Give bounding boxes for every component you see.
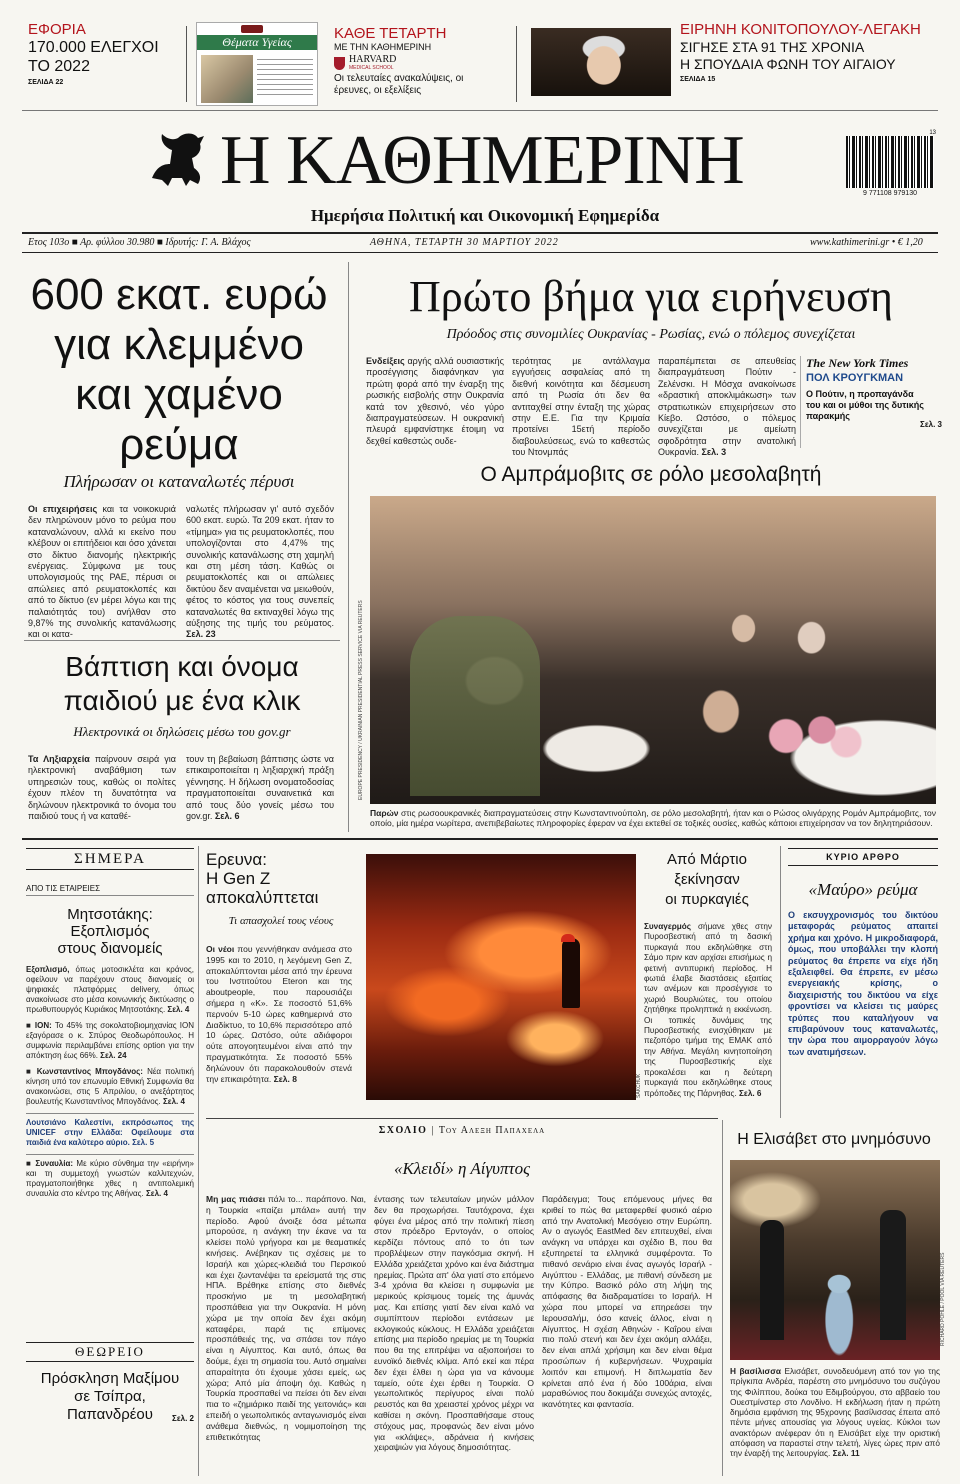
nyt-teaser[interactable]: [806, 356, 942, 429]
genz-headline[interactable]: [206, 850, 356, 907]
today-header: ΣΗΜΕΡΑ: [26, 848, 194, 870]
queen-page: Σελ. 11: [832, 1448, 860, 1459]
infobar-right: www.kathimerini.gr • € 1,20: [810, 237, 923, 248]
fires-lead: Συναγερμός: [644, 922, 692, 931]
procession-figure-right: [880, 1210, 906, 1340]
firefighter-figure: [562, 938, 580, 1008]
baptism-text-2: τουν τη βεβαίωση βάπτισης ώστε να επικαιροποιείται η ληξιαρχική πράξη γέννησης. Η δήλωση ονοματοδοσίας πραγματοποιείται συναινετικά και από τους δύο γονείς μέσω του gov.gr.: [186, 754, 334, 822]
section-rule: [206, 1118, 718, 1119]
energy-text-2: ναλωτές πλήρωσαν γι' αυτό σχεδόν 600 εκατ. ευρώ. Τα 209 εκατ. ήταν το «τίμημα» για τις ρευματοκλοπές, που υπολογίζονται στο 4,47% της συνολικής κατανάλωσης στη χαμηλή και στη μέση τάση. Καθώς οι ρευματοκλοπές και οι απώλειες δικτύου δεν αναμένεται να μειωθούν, φέτος το κόστος για τους συνεπείς καταναλωτές θα εκτιναχθεί λόγω της αύξησης της τιμής του ρεύματος.: [186, 504, 334, 629]
queen-lead: Η βασίλισσα: [730, 1366, 781, 1376]
wildfire-photo-credit: SAKCHUK: [636, 1073, 642, 1098]
baptism-subheadline: Ηλεκτρονικά οι δηλώσεις μέσω του gov.gr: [73, 724, 291, 739]
today-item-5: [26, 1154, 194, 1199]
teaser-harvard-text: Οι τελευταίες ανακαλύψεις, οι έρευνες, οι εξελίξεις: [334, 73, 464, 96]
today-item-3-lead: ■ Κωνσταντίνος Μπογδάνος:: [26, 1067, 143, 1076]
masthead-rule-bottom: [22, 252, 938, 253]
peace-subheadline: Πρόοδος στις συνομιλίες Ουκρανίας - Ρωσίας, ενώ ο πόλεμος συνεχίζεται: [446, 327, 856, 342]
peace-col-1: [366, 356, 504, 447]
negotiations-photo-credit: EUROPE PRESIDENCY / UKRAINIAN PRESIDENTIAL PRESS SERVICE VIA REUTERS: [358, 600, 364, 800]
genz-headline-2: Η Gen Z: [206, 869, 271, 888]
today-item-4-text: Λουτσιάνο Καλεστίνι, εκπρόσωπος της UNICEF στην Ελλάδα: Οφείλουμε στα παιδιά ένα καλύτερο αύριο.: [26, 1118, 194, 1147]
divider: [24, 640, 340, 641]
barcode: [844, 130, 936, 200]
theoreio-header: ΘΕΩΡΕΙΟ: [26, 1342, 194, 1362]
abramovich-headline[interactable]: Ο Αμπράμοβιτς σε ρόλο μεσολαβητή: [480, 463, 822, 486]
teaser-tax-title: ΕΦΟΡΙΑ: [28, 21, 86, 38]
today-section: ΑΠΟ ΤΙΣ ΕΤΑΙΡΕΙΕΣ: [26, 884, 194, 896]
teaser-obituary[interactable]: [680, 22, 940, 106]
today-item-5-lead: ■ Συναυλία:: [26, 1159, 74, 1168]
genz-subheadline: Τι απασχολεί τους νέους: [228, 915, 334, 927]
today-item-3: [26, 1067, 194, 1107]
divider: [198, 846, 199, 1476]
teaser-tax[interactable]: [28, 22, 178, 102]
today-item-5-text: Με κύριο σύνθημα την «ειρήνη» και τη συμμετοχή γνωστών καλλιτεχνών, πραγματοποιήθηκε χθες η αντιπολεμική συναυλία στο κέντρο της Αθήνας.: [26, 1159, 194, 1198]
queen-photo: [730, 1160, 940, 1360]
nyt-author: ΠΟΛ ΚΡΟΥΓΚΜΑΝ: [806, 372, 904, 384]
baptism-col-1: [28, 754, 176, 822]
comment-label-row: [206, 1124, 718, 1138]
magazine-logo-icon: [241, 25, 263, 33]
today-item-3-page: Σελ. 4: [162, 1097, 185, 1106]
baptism-headline-line-1: Βάπτιση και όνομα: [65, 651, 299, 682]
magazine-cover-text-lines: [257, 55, 313, 99]
fires-headline-2: ξεκίνησαν: [674, 871, 740, 888]
fires-body: [644, 922, 772, 1099]
wildfire-photo: [366, 854, 636, 1100]
energy-headline-line-3: και χαμένο: [75, 370, 283, 419]
infobar-left: Ετος 103ο ■ Αρ. φύλλου 30.980 ■ Ιδρυτής: Γ. Α. Βλάχος: [28, 237, 251, 248]
infobar-date: ΑΘΗΝΑ, ΤΕΤΑΡΤΗ 30 ΜΑΡΤΙΟΥ 2022: [370, 237, 559, 248]
procession-figure-left: [760, 1220, 784, 1340]
today-item-3-text: Νέα πολιτική κίνηση υπό τον επωνυμίο Εθνική Συμφωνία θα ανακοινώσει, στις 5 Απριλίου, ο ανεξάρτητος βουλευτής Κωνσταντίνος Μπογδάνος.: [26, 1067, 194, 1106]
genz-headline-3: αποκαλύπτεται: [206, 888, 319, 907]
divider: [780, 846, 781, 1118]
comment-col-2: [374, 1194, 534, 1453]
negotiations-caption-text: στις ρωσοουκρανικές διαπραγματεύσεις στην Κωνσταντινούπολη, σε ρόλο μεσολαβητή, ήταν και ο Ρώσος ολιγάρχης Ρομάν Αμπράμοβιτς, τον οποίο, μία ημέρα νωρίτερα, ανεπιβεβαίωτες πληροφορίες έφεραν να έχει εκτεθεί σε τοξικές ουσίες, καθώς κάποιοι επιχείρησαν να τον δηλητηριάσουν.: [370, 808, 936, 828]
peace-text-1: αργής αλλά ουσιαστικής προσέγγισης διαφάνηκαν για πρώτη φορά από την έναρξη της ρωσικής εισβολής στην Ουκρανία κατά τον χθεσινό, νέο γύρο διαπραγματεύσεων. Η ουκρανική πλευρά εμφανίστηκε έτοιμη να δεχθεί καθεστώς ουδε-: [366, 356, 504, 446]
today-item-1-lead: Εξοπλισμό,: [26, 965, 70, 974]
section-rule: [22, 838, 938, 840]
energy-page: Σελ. 23: [186, 629, 216, 640]
teaser-health-magazine[interactable]: [196, 22, 318, 106]
teaser-obituary-headline-2: Η ΣΠΟΥΔΑΙΑ ΦΩΝΗ ΤΟΥ ΑΙΓΑΙΟΥ: [680, 56, 896, 72]
energy-headline-line-1: 600 εκατ. ευρώ: [30, 270, 328, 319]
fires-headline-3: οι πυρκαγιές: [665, 891, 749, 908]
baptism-headline[interactable]: [24, 650, 340, 718]
teaser-tax-page: ΣΕΛΙΔΑ 22: [28, 79, 64, 86]
queen-body: [730, 1366, 940, 1459]
baptism-page: Σελ. 6: [214, 811, 240, 822]
comment-text-3: Παράδειγμα; Τους επόμενους μήνες θα κριθεί το πώς θα μεταφερθεί φυσικό αέριο από την Ανατολική Μεσόγειο στην Ευρώπη. Αν ο αγωγός EastMed δεν επιτευχθεί, είναι ανάγκη να υπάρχει και σχέδιο Β, που θα εξυπηρετεί τα ελληνικά συμφέροντα. Το πιθανό σενάριο είναι ένας αγωγός Ισραήλ - Αιγύπτου - Ελλάδας, με πιθανή σύνδεση με την Κύπρο. Βασικό ρόλο στη λήψη της απόφασης θα διαδραματίσει το Ισραήλ. Η χώρα που μπορεί να επηρεάσει την Ιερουσαλήμ, όσο κανείς άλλος, είναι η Αίγυπτος. Η σχέση Αθηνών - Καΐρου είναι πιο πολύ στενή και δεν έχει ακόμη αλλάξει, δεν είναι απλά χρήσιμη και δεν είναι θέμα προσώπων ή κυβερνήσεων. Ψυχραιμία λοιπόν και επιμονή. Η διπλωματία δεν κρίνεται από ένα ή δύο 100άρια, είναι μαραθώνιος που δοκιμάζει συνεχώς αντοχές, ικανότητες και φαντασία.: [542, 1194, 712, 1410]
fires-headline-1: Από Μάρτιο: [667, 851, 747, 868]
genz-lead: Οι νέοι: [206, 944, 235, 954]
energy-subheadline: Πλήρωσαν οι καταναλωτές πέρυσι: [63, 472, 295, 491]
fires-text: σήμανε χθες στην Πυροσβεστική από τη δασική πυρκαγιά που εκδηλώθηκε στη Σάμο πριν καν αρχίσει επισήμως η φετινή αντιπυρική περίοδος. Η φωτιά έλαβε διαστάσεις εξαιτίας των ανέμων και προσέγγισε το χωριό Βουρλιώτες, του οποίου ζητήθηκε προληπτικά η εκκένωση. Οι τοπικές δυνάμεις της Πυροσβεστικής ενισχύθηκαν με πεζοπόρο τμήμα της ΕΜΑΚ από την Αθήνα. Μεγάλη κινητοποίηση της Πυροσβεστικής είχε προκαλέσει και η δεύτερη πυρκαγιά που εκδηλώθηκε στους πρόποδες της Πάρνηθας.: [644, 922, 772, 1098]
energy-text-1: και τα νοικοκυριά δεν πληρώνουν μόνο το ρεύμα που καταναλώνουν, αλλά κι εκείνο που κλέβουν οι επιτήδειοι και όσο χάνεται στο δίκτυο διανομής ηλεκτρικής ενέργειας. Σύμφωνα με τους υπολογισμούς της ΡΑΕ, πέρυσι οι απώλειες από ρευματοκλοπές και από το δίκτυο (εν μέρει λόγω και της παλαιότητάς του) ανήλθαν στο 9,87% της συνολικής κατανάλωσης και οι κατα-: [28, 504, 176, 640]
today-headline-2: Εξοπλισμός: [70, 923, 150, 940]
negotiations-photo: [370, 496, 936, 804]
fires-page: Σελ. 6: [739, 1088, 762, 1098]
peace-lead: Ενδείξεις: [366, 356, 405, 366]
today-item-1-page: Σελ. 4: [167, 1005, 190, 1014]
genz-text: που γεννήθηκαν ανάμεσα στο 1995 και το 2010, η λεγόμενη Gen Z, αποκαλύπτονται μέσα από την έρευνα του Ινστιτούτου Eteron και της aboutpeople, που παρουσιάζει σήμερα η «Κ». Σε ποσοστό 51,6% περνούν 5-10 ώρες καθημερινά στο Διαδίκτυο, το 10,6% περισσότερο από 10 ώρες. Ωστόσο, ούτε αδιάφοροι ούτε απογοητευμένοι είναι από την πραγματικότητα. Σε ποσοστό 55% δηλώνουν ότι παρακολουθούν στενά την επικαιρότητα.: [206, 944, 352, 1084]
teaser-obituary-title: ΕΙΡΗΝΗ ΚΟΝΙΤΟΠΟΥΛΟΥ-ΛΕΓΑΚΗ: [680, 21, 921, 38]
masthead-rule-top: [22, 232, 938, 234]
peace-text-2: τερότητας με αντάλλαγμα εγγυήσεις ασφαλείας από τη διεθνή κοινότητα και δέσμευση από τη Ρωσία ότι δεν θα αντιταχθεί στην ένταξη της χώρας στην Ε.Ε. Για την Κριμαία προτείνει 15ετή περίοδο διαβουλεύσεως, ενώ το καθεστώς του Ντονμπάς: [512, 356, 650, 458]
firefighter-helmet: [561, 934, 575, 942]
magazine-cover-photo: [201, 55, 253, 103]
today-headline[interactable]: [26, 906, 194, 957]
energy-headline[interactable]: [24, 270, 334, 470]
theoreio-headline-2: σε Τσίπρα,: [74, 1388, 146, 1405]
teaser-tax-headline-2: ΤΟ 2022: [28, 58, 90, 75]
today-item-4: [26, 1113, 194, 1148]
divider: [722, 1120, 723, 1476]
comment-col-1: [206, 1194, 366, 1442]
energy-col-1: [28, 504, 176, 641]
peace-col-2: [512, 356, 650, 459]
genz-headline-1: Ερευνα:: [206, 850, 267, 869]
teaser-tax-headline: 170.000 ΕΛΕΓΧΟΙ: [28, 39, 159, 56]
peace-headline[interactable]: Πρώτο βήμα για ειρήνευση: [409, 272, 893, 321]
editorial-text: Ο εκσυγχρονισμός του δικτύου μεταφοράς ρεύματος απαιτεί χρήμα και χρόνο. Η μικροδιαφορά, όμως, που υποβάλλει την κλοπή ρεύματος θα έπρεπε να είχε ήδη εξαλειφθεί. Θα έπρεπε, εν μέσω ενεργειακής κρίσης, ο διαχειριστής του δικτύου να είχε φροντίσει να κλείσει τις μαύρες τρύπες που καταλήγουν να επιβαρύνουν τους καταναλωτές, την ώρα που αιμορραγούν λόγω των ανατιμήσεων.: [788, 910, 938, 1057]
theoreio-headline-1: Πρόσκληση Μαξίμου: [40, 1370, 180, 1387]
barcode-top-number: 13: [929, 130, 936, 136]
editorial-headline: «Μαύρο» ρεύμα: [808, 880, 918, 899]
teaser-obituary-headline: ΣΙΓΗΣΕ ΣΤΑ 91 ΤΗΣ ΧΡΟΝΙΑ: [680, 39, 865, 55]
teaser-obituary-page: ΣΕΛΙΔΑ 15: [680, 76, 716, 83]
editorial-box[interactable]: [788, 848, 938, 1058]
today-item-2: [26, 1021, 194, 1061]
baptism-headline-line-2: παιδιού με ένα κλικ: [63, 685, 301, 716]
divider: [348, 262, 349, 832]
masthead-subtitle: Ημερήσια Πολιτική και Οικονομική Εφημερίδα: [310, 206, 660, 225]
today-headline-3: στους διανομείς: [57, 940, 163, 957]
today-item-1-text: όπως μοτοσικλέτα και κράνος, οφείλουν να παρέχουν στους διανομείς οι ψηφιακές πλατφόρμες delivery, όπως ανακοίνωσε στο μέσα κοινωνικής δικτύωσης ο πρωθυπουργός Κυριάκος Μητσοτάκης.: [26, 965, 194, 1014]
today-headline-1: Μητσοτάκης:: [67, 906, 153, 923]
negotiations-caption-lead: Παρών: [370, 808, 399, 818]
today-item-4-page: Σελ. 5: [132, 1138, 155, 1147]
today-item-2-lead: ■ ΙΟΝ:: [26, 1021, 52, 1030]
genz-body: [206, 944, 352, 1084]
magazine-title: Θέματα Υγείας: [197, 35, 317, 50]
comment-label: ΣΧΟΛΙΟ: [378, 1125, 428, 1136]
peace-text-3: παραπέμπεται σε απευθείας διαπραγμάτευση Πούτιν - Ζελένσκι. Η Μόσχα ανακοίνωσε «δραστική αποκλιμάκωση» των στρατιωτικών επιχειρήσεων στο Κίεβο. Ωστόσο, ο πόλεμος συνεχίζεται με αμείωτη σφοδρότητα στην ανατολική Ουκρανία.: [658, 356, 796, 458]
table-flowers: [750, 706, 870, 766]
divider: [516, 26, 517, 102]
soldier-figure: [410, 616, 540, 796]
queen-headline[interactable]: Η Ελισάβετ στο μνημόσυνο: [737, 1131, 931, 1148]
today-item-5-page: Σελ. 4: [145, 1189, 168, 1198]
peace-col-3: [658, 356, 796, 459]
teaser-harvard[interactable]: [334, 26, 484, 106]
theoreio-box[interactable]: [26, 1342, 194, 1423]
genz-page: Σελ. 8: [273, 1073, 297, 1084]
teaser-rule: [22, 110, 938, 111]
queen-photo-credit: RICHARD POHLE / POOL VIA REUTERS: [940, 1252, 946, 1346]
baptism-lead: Τα Ληξιαρχεία: [28, 754, 90, 764]
comment-lead: Μη μας πιάσει: [206, 1194, 266, 1204]
today-item-2-text: Το 45% της σοκολατοβιομηχανίας ΙΟΝ εξαγόρασε ο κ. Σπύρος Θεοδωρόπουλος. Η συμφωνία περιλαμβάνει επίσης option για την απόκτηση έως 66%.: [26, 1021, 195, 1060]
griffin-logo-icon: [142, 128, 216, 190]
harvard-brand-sub: MEDICAL SCHOOL: [349, 65, 394, 71]
comment-text-1: πάλι το... παράπονο. Ναι, η Τουρκία «παίζει μπάλα» αυτή την περίοδο. Αφού άνοιξε όσα μέτωπα μπορούσε, η ανάγκη την έκανε να τα κλείσει πολύ γρήγορα και με θεαματικές κινήσεις. Ανέβηκαν τις σχέσεις με το Ισραήλ και χώρες-κλειδιά του Περσικού και έχει ζωντανέψει τα ερείσματά της στις ΗΠΑ. Βρέθηκε επίσης στο διεθνές προσκήνιο με τη μεσολαβητική προσπάθεια για την Ουκρανία. Η μόνη χώρα με την οποία δεν έχει ακόμη καταφέρει, παρά τις επίμονες προσπάθειές της, να σπάσει τον πάγο είναι η Αίγυπτος. Και αυτό, όπως θα δούμε, έχει τη σημασία του. Αυτό σημαίνει απαραίτητα ότι έχουμε χάσει εμείς, ως χώρα; Από μία άποψη όχι. Καθώς η Τουρκία προσπαθεί να πείσει ότι δεν είναι πια το «ζημιάρικο παιδί της γειτονιάς» και επειδή ο γεωπολιτικός ανταγωνισμός είναι ανάθεμα διεθνώς, η νομιμοποίηση της επιθετικότητας: [206, 1194, 366, 1442]
today-sidebar: [26, 848, 194, 1199]
theoreio-headline-3: Παπανδρέου: [67, 1406, 153, 1423]
energy-headline-line-4: ρεύμα: [119, 420, 239, 469]
comment-author: Του Αλεξη Παπαχελα: [438, 1125, 546, 1136]
nyt-masthead: The New York Times: [806, 356, 909, 370]
fires-headline[interactable]: [642, 850, 772, 910]
today-item-2-page: Σελ. 24: [100, 1051, 127, 1060]
energy-lead: Οι επιχειρήσεις: [28, 504, 98, 514]
nyt-page: Σελ. 3: [920, 420, 942, 429]
harvard-shield-icon: [334, 57, 345, 70]
comment-headline[interactable]: «Κλειδί» η Αίγυπτος: [394, 1159, 530, 1178]
masthead-title: Η ΚΑΘΗΜΕΡΙΝΗ: [220, 122, 744, 199]
theoreio-page: Σελ. 2: [172, 1414, 194, 1423]
barcode-number: 9 771108 979130: [863, 190, 917, 197]
energy-headline-line-2: για κλεμμένο: [54, 320, 304, 369]
comment-col-3: [542, 1194, 712, 1410]
teaser-harvard-sub: ΜΕ ΤΗΝ ΚΑΘΗΜΕΡΙΝΗ: [334, 42, 432, 52]
editorial-header: ΚΥΡΙΟ ΑΡΘΡΟ: [788, 848, 938, 866]
energy-col-2: [186, 504, 334, 641]
baptism-col-2: [186, 754, 334, 822]
baptism-text-1: παίρνουν σειρά για ηλεκτρονική αναβάθμιση των υπηρεσιών τους, καθώς οι πολίτες έχουν πλέον τη δυνατότητα να δηλώνουν ηλεκτρονικά το όνομα του παιδιού τους ή να καταθέ-: [28, 754, 176, 822]
divider: [800, 356, 801, 448]
teaser-portrait-photo: [531, 28, 671, 96]
barcode-bars: [846, 136, 934, 188]
queen-text: Ελισάβετ, συνοδευόμενη από τον γιο της πρίγκιπα Ανδρέα, παρέστη στο μνημόσυνο του συζύγου της Φιλίππου, δούκα του Εδιμβούργου, στο αββαείο του Ουεστμίνστερ στο Λονδίνο. Η εκδήλωση ήταν η πρώτη δημόσια εμφάνιση της 95χρονης βασίλισσας έπειτα από πέντε μήνες απουσίας για λόγους υγείας. Κύκλοι των ανακτόρων ανέφεραν ότι η Ελισάβετ είχε την οριστική απόφαση να παραστεί στην τελετή, λίγες ώρες πριν από την έναρξή της λειτουργίας.: [730, 1366, 940, 1459]
comment-text-2: έντασης των τελευταίων μηνών μάλλον δεν θα προχωρήσει. Ταυτόχρονα, έχει φύγει ένα μέρος από την πολιτική πίεση στον πρόεδρο Ερντογάν, ο οποίος κερδίζει πόντους από το ότι των προβλέψεων στην παγκόσμια σκηνή. Η Ελλάδα χρειάζεται χρόνο και ένα διάστημα ηρεμίας. Πρώτα απ' όλα γιατί στο επόμενο 3-4 χρόνια θα κλείσει η συμφωνία με μερικούς κρίσιμους τομείς της άμυνάς μας. Και επίσης γιατί δεν είναι καλό να συμπίπτουν περίοδοι εντάσεων με εκλογικούς κύκλους. Η Ελλάδα χρειάζεται επίσης μια περίοδο ηρεμίας με τη Τουρκία που θα της επιτρέψει να αξιοποιήσει το ευνοϊκό διεθνές κλίμα. Από εκεί και πέρα δεν έχει έλθει η ώρα για να κάνουμε ταμείο, ούτε έχει έρθει η Τουρκία. Ο γεωπολιτικός περίγυρος είναι πολύ ρευστός και θα χρειαστεί χρόνος μέχρι να καθίσει η σκόνη. Προσπαθήσαμε στους στόχους μας, προφανώς δεν είναι μόνο για «κλάψες», αδράνεια ή κινήσεις χειραψιών για λόγους δημοσιότητας.: [374, 1194, 534, 1453]
today-item-1: [26, 965, 194, 1015]
negotiations-caption: [370, 808, 936, 828]
harvard-brand: HARVARD: [349, 54, 397, 65]
nyt-text: Ο Πούτιν, η προπαγάνδα του και οι μύθοι της δυτικής παρακμής: [806, 389, 924, 421]
comment-separator-icon: |: [431, 1125, 435, 1136]
teaser-harvard-title: ΚΑΘΕ ΤΕΤΑΡΤΗ: [334, 25, 447, 42]
peace-page: Σελ. 3: [701, 447, 727, 458]
divider: [186, 26, 187, 102]
